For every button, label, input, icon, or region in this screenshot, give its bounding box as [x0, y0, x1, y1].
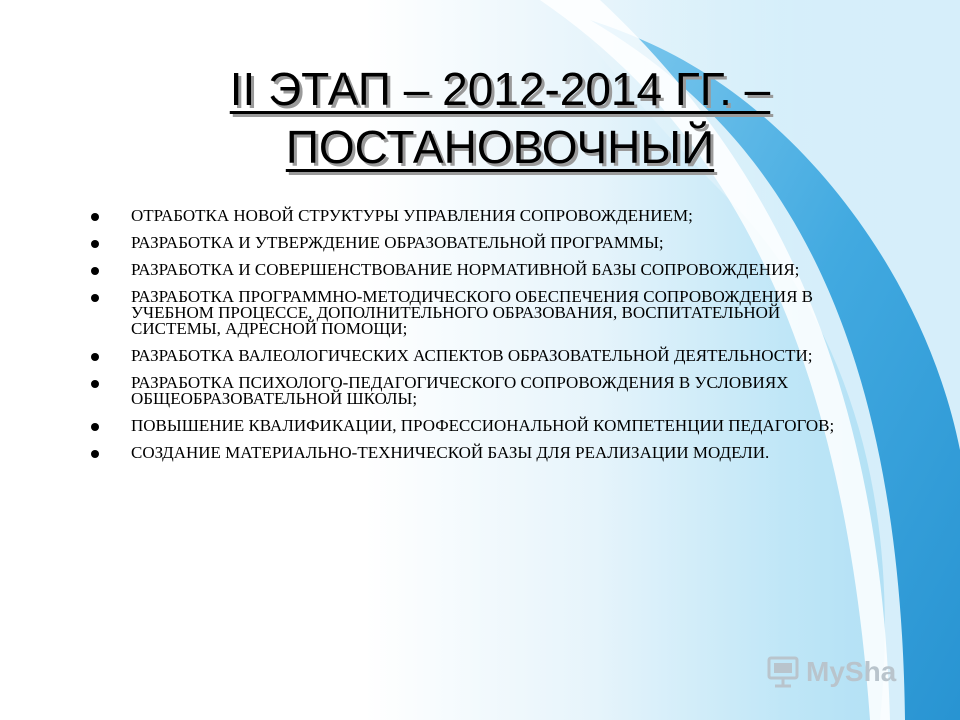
bullet-item: [88, 235, 848, 251]
slide-presentation-icon: [766, 655, 800, 689]
bullet-item: [88, 262, 848, 278]
bullet-dot-icon: [91, 294, 99, 302]
bullet-item: [88, 418, 848, 434]
bullet-text: РАЗРАБОТКА И УТВЕРЖДЕНИЕ ОБРАЗОВАТЕЛЬНОЙ ПРОГРАММЫ;: [131, 233, 664, 252]
bullet-dot-icon: [91, 240, 99, 248]
watermark-text: MySha: [806, 656, 897, 687]
bullet-dot-icon: [91, 213, 99, 221]
bullet-dot-icon: [91, 423, 99, 431]
bullet-text: РАЗРАБОТКА ВАЛЕОЛОГИЧЕСКИХ АСПЕКТОВ ОБРАЗОВАТЕЛЬНОЙ ДЕЯТЕЛЬНОСТИ;: [131, 346, 813, 365]
bullet-text: СОЗДАНИЕ МАТЕРИАЛЬНО-ТЕХНИЧЕСКОЙ БАЗЫ ДЛЯ РЕАЛИЗАЦИИ МОДЕЛИ.: [131, 443, 770, 462]
bullet-text: РАЗРАБОТКА ПРОГРАММНО-МЕТОДИЧЕСКОГО ОБЕСПЕЧЕНИЯ СОПРОВОЖДЕНИЯ В УЧЕБНОМ ПРОЦЕССЕ, ДОПОЛНИТЕЛЬНОГО ОБРАЗОВАНИЯ, ВОСПИТАТЕЛЬНОЙ СИСТЕМЫ, АДРЕСНОЙ ПОМОЩИ;: [131, 287, 814, 338]
bullet-list: [88, 208, 848, 472]
watermark-logo: [766, 655, 926, 689]
bullet-dot-icon: [91, 267, 99, 275]
bullet-item: [88, 289, 848, 337]
bullet-dot-icon: [91, 353, 99, 361]
bullet-item: [88, 348, 848, 364]
bullet-dot-icon: [91, 450, 99, 458]
bullet-item: [88, 375, 848, 407]
bullet-dot-icon: [91, 380, 99, 388]
slide-title: II ЭТАП – 2012-2014 ГГ. – ПОСТАНОВОЧНЫЙ: [229, 63, 771, 173]
bullet-text: РАЗРАБОТКА ПСИХОЛОГО-ПЕДАГОГИЧЕСКОГО СОПРОВОЖДЕНИЯ В УСЛОВИЯХ ОБЩЕОБРАЗОВАТЕЛЬНОЙ ШКОЛЫ;: [131, 373, 789, 408]
bullet-item: [88, 208, 848, 224]
bullet-text: ОТРАБОТКА НОВОЙ СТРУКТУРЫ УПРАВЛЕНИЯ СОПРОВОЖДЕНИЕМ;: [131, 206, 693, 225]
bullet-item: [88, 445, 848, 461]
bullet-text: РАЗРАБОТКА И СОВЕРШЕНСТВОВАНИЕ НОРМАТИВНОЙ БАЗЫ СОПРОВОЖДЕНИЯ;: [131, 260, 800, 279]
bullet-text: ПОВЫШЕНИЕ КВАЛИФИКАЦИИ, ПРОФЕССИОНАЛЬНОЙ КОМПЕТЕНЦИИ ПЕДАГОГОВ;: [131, 416, 835, 435]
